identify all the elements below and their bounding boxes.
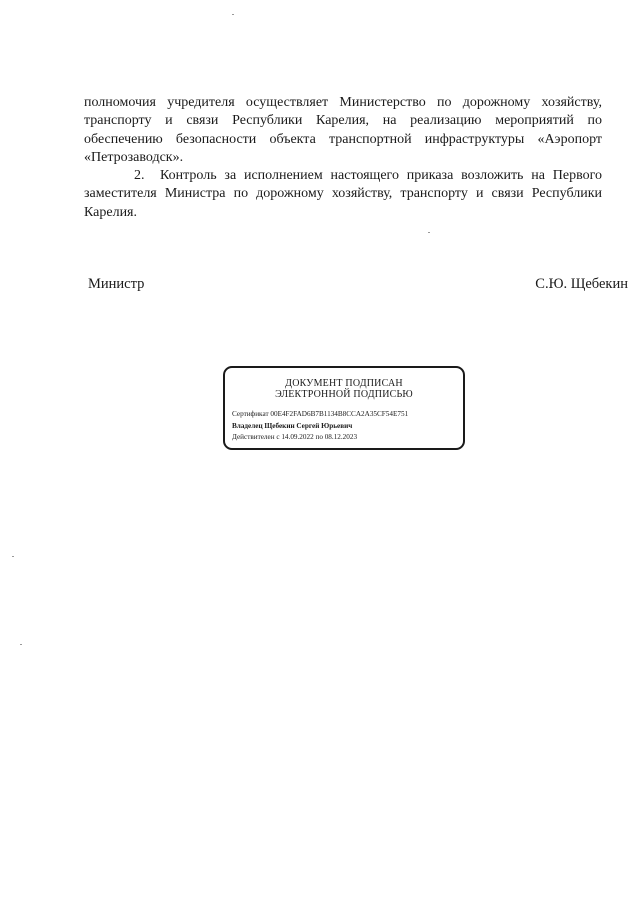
signatory-name: С.Ю. Щебекин: [535, 276, 628, 292]
signature-block: [88, 276, 628, 296]
paragraph-2-number: 2.: [134, 168, 145, 184]
document-body: [84, 94, 602, 222]
scan-speck: [428, 232, 430, 233]
stamp-owner: Владелец Щебекин Сергей Юрьевич: [232, 422, 353, 430]
paragraph-continuation: полномочия учредителя осуществляет Министерство по дорожному хозяйству, транспорту и связи Республики Карелия, на реализацию мероприятий по обеспечению безопасности объекта транспортной инфраструктуры «Аэропорт «Петрозаводск».: [84, 95, 602, 165]
scan-speck: [12, 556, 14, 557]
stamp-certificate: Сертификат 00E4F2FAD6B7B1134B8CCA2A35CF54E751: [232, 410, 409, 418]
scan-speck: [232, 14, 234, 15]
electronic-signature-stamp: [223, 366, 465, 450]
stamp-validity: Действителен с 14.09.2022 по 08.12.2023: [232, 433, 358, 441]
signatory-position: Министр: [88, 276, 145, 292]
paragraph-2: [84, 167, 602, 222]
scan-speck: [20, 644, 22, 645]
stamp-title-line-1: ДОКУМЕНТ ПОДПИСАН: [285, 378, 403, 389]
paragraph-2-text: Контроль за исполнением настоящего приказа возложить на Первого заместителя Министра по дорожному хозяйству, транспорту и связи Республики Карелия.: [84, 168, 602, 220]
stamp-title-line-2: ЭЛЕКТРОННОЙ ПОДПИСЬЮ: [275, 389, 413, 400]
